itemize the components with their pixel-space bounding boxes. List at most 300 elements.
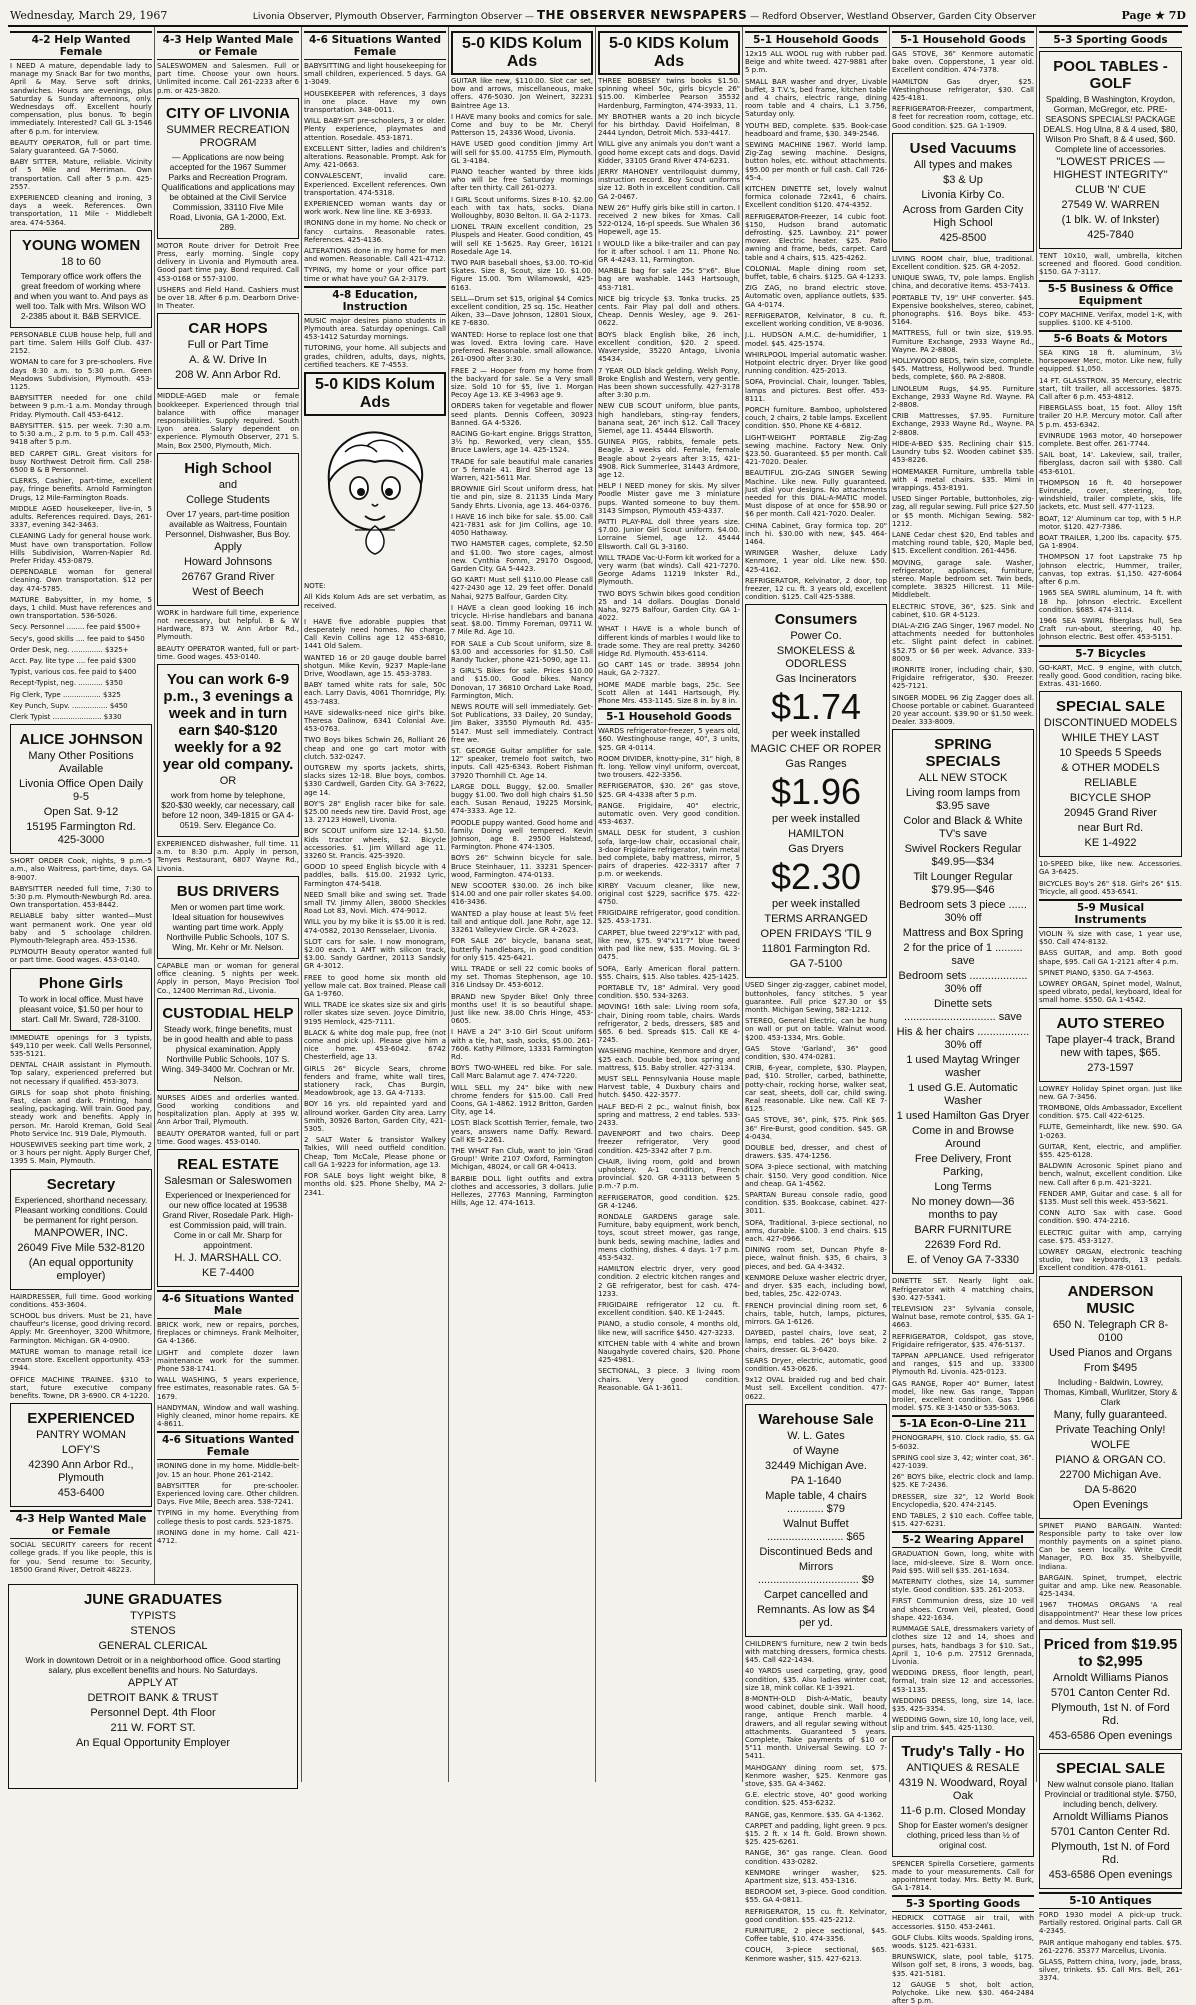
classified-ad: EXPERIENCED cleaning and ironing, 3 days a week. References. Own transportation, 11 Mile - Middlebelt area. 474-5364. bbox=[10, 194, 152, 227]
classified-ad: MUSIC major desires piano students in Plymouth area. Saturday openings. Call 453-1412 Saturday mornings. bbox=[304, 316, 446, 342]
display-ad-headline: You can work 6-9 p.m., 3 evenings a week and in turn earn $40-$120 weekly for a 92 year old company. bbox=[162, 671, 294, 774]
display-ad-line: (1 blk. W. of Inkster) bbox=[1061, 214, 1160, 226]
display-ad-headline: Consumers bbox=[774, 611, 858, 629]
classified-ad: CHILDREN'S furniture, new 2 twin beds with matching dressers, formica chests. $45. Call 422-1434. bbox=[745, 1639, 887, 1665]
display-ad-line: Long Terms bbox=[934, 1181, 992, 1194]
ad-list bbox=[892, 1860, 1034, 1893]
display-ad-line: Remnants. As low as $4 per yd. bbox=[756, 1603, 875, 1629]
section-header: 5-1 Household Goods bbox=[745, 31, 887, 48]
display-ad-line: SMOKELESS & ODORLESS bbox=[776, 645, 856, 671]
display-ad-headline: SPRING SPECIALS bbox=[925, 736, 1001, 771]
display-ad-line: LOFY'S bbox=[61, 1444, 101, 1457]
classified-ad: I WOULD like a bike-trailer and can pay for it after school. I am 11. Phone No. GR 4-4243. 11, Farmington. bbox=[598, 239, 740, 265]
classified-ad: MOVING! 16th sale: Living room sofa, chair, Dining room table, chairs. Wards refrigerator, 2 beds, dressers, $85 and $65. 6 bed. Spreads $15. Call KE 4-7245. bbox=[598, 1003, 740, 1045]
display-ad-line: 42390 Ann Arbor Rd., Plymouth bbox=[28, 1459, 134, 1485]
column-2 bbox=[155, 27, 302, 1782]
display-ad-line: per week installed bbox=[771, 728, 861, 741]
classified-ad: CONN ALTO Sax with case. Good condition. $90. 474-2216. bbox=[1039, 1209, 1182, 1226]
classified-ad: 26" BOYS bike, electric clock and lamp. $25. KE 7-2436. bbox=[892, 1473, 1034, 1490]
classified-ad: MATERNITY clothes, size 14, summer style. Good condition. $35. 261-2053. bbox=[892, 1578, 1034, 1595]
display-ad-reliable-bicycle bbox=[1039, 691, 1182, 857]
display-ad-line: No money down—36 months to pay bbox=[911, 1196, 1015, 1222]
section-header: 4-6 Situations Wanted Female bbox=[157, 1431, 299, 1460]
display-ad-alice-johnson bbox=[10, 724, 152, 854]
classified-ad: REFRIGERATOR, Kelvinator, 2 door, top freezer, 12 cu. ft. 3 years old, excellent condition. $125. Call 425-5388. bbox=[745, 576, 887, 602]
classified-ad: DAVENPORT and two chairs. Deep freezer refrigerator, Very good condition. 425-3342 after 7 p.m. bbox=[598, 1130, 740, 1155]
display-ad-evening-work bbox=[157, 664, 299, 837]
classified-ad: SPINET PIANO BARGAIN. Wanted: Responsible party to take over low monthly payments on a spinet piano. Can be seen locally. Write Credit Manager, P.O. Box 35. Shelbyville, Indiana. bbox=[1039, 1521, 1182, 1571]
display-ad-line: Howard Johnsons bbox=[183, 555, 273, 568]
display-ad-line: Used Pianos and Organs bbox=[1049, 1346, 1172, 1359]
display-ad-bus-drivers bbox=[157, 876, 299, 959]
classified-ad: PAIR antique mahogany end tables. $75. 261-2276. 35377 Marcellus, Livonia. bbox=[1039, 1938, 1182, 1955]
classified-ad: SEA KING 18 ft. aluminum, 3½ horsepower Merc, motor. Like new, fully equipped. $1,050. bbox=[1039, 349, 1182, 374]
display-ad-line: Shop for Easter women's designer clothing, priced less than ½ of original cost. bbox=[898, 1819, 1028, 1850]
classified-ad: JERRY MAHONEY ventriloquist dummy, instruction record. Boy Scout uniforms size 12. Both in excellent condition. Call GA 2-0467. bbox=[598, 168, 740, 201]
display-ad-line: $1.96 bbox=[770, 771, 862, 813]
classified-ad: BABYSITTER for pre-schooler. Experienced loving care. Other children. Days. Five Mile, Beech area. 538-7241. bbox=[157, 1481, 299, 1507]
classified-ad: Secy's, good skills .... fee paid to $450 bbox=[10, 634, 145, 643]
classified-ad: CARPET, blue tweed 22'9"x12' with pad, like new, $75. 9'4"x11'7" blue tweed with pad like new, $35. Moving. GL 3-0475. bbox=[598, 928, 740, 962]
classified-ad: ELECTRIC STOVE, 36", $25. Sink and cabinet, $10. GR 4-5123. bbox=[892, 602, 1034, 619]
classified-ad: CRIB Mattresses, $7.95. Furniture Exchange, 2933 Wayne Rd., Wayne. PA 2-8808. bbox=[892, 412, 1034, 437]
classified-ad: BABYSITTER needed full time, 7:30 to 5:30 p.m. Plymouth-Newburgh Rd. area. Own transportation. 453-8442. bbox=[10, 884, 152, 910]
section-header: 4-8 Education, Instruction bbox=[304, 286, 446, 315]
classified-ad: HANDYMAN, Window and wall washing. Highly cleaned, minor home repairs. KE 4-8611. bbox=[157, 1403, 299, 1429]
classified-ad: 40 YARDS used carpeting, gray, good condition, $35. Also ladies winter coat, size 18, mink collar. KE 1-3921. bbox=[745, 1667, 887, 1692]
display-ad-line: 11-6 p.m. Closed Monday bbox=[900, 1804, 1026, 1817]
display-ad-line: Private Teaching Only! bbox=[1055, 1423, 1166, 1436]
classified-ad: SALESWOMEN and Salesmen. Full or part time. Choose your own hours. Unlimited income. Call 261-2233 after 6 p.m. or 425-3820. bbox=[157, 62, 299, 95]
job-list bbox=[10, 623, 152, 721]
display-ad-line: DETROIT BANK & TRUST bbox=[87, 1692, 219, 1704]
display-ad-line: A. & W. Drive In bbox=[189, 354, 267, 367]
display-ad-headline: Secretary bbox=[46, 1175, 116, 1193]
display-ad-line: Bedroom sets ................... 30% off bbox=[898, 970, 1028, 996]
display-ad-line: Tape player-4 track, Brand new with tapes, $65. bbox=[1045, 1033, 1175, 1059]
ad-list bbox=[451, 77, 593, 1207]
classified-ad: BLACK & white dog male pup, free (not come and pick up). Please give him a nice home. 453-6042. 6742 Chesterfield, age 13. bbox=[304, 1028, 446, 1062]
display-ad-line: 27549 W. WARREN bbox=[1061, 199, 1160, 211]
classified-ad: MY BROTHER wants a 20 inch bicycle for his birthday. David Hoifelman, 8 2444 Lyndon, Detroit Mich. 533-4417. bbox=[598, 112, 740, 138]
display-ad-line: 20945 Grand River bbox=[1064, 807, 1157, 820]
classified-ad: CLEANING Lady for general house work. Must have own transportation. Follow Hills Subdivision, Warren-Napier Rd. Prefer Friday. 453-0879. bbox=[10, 532, 152, 565]
section-header: 5-5 Business & Office Equipment bbox=[1039, 280, 1182, 309]
column-5 bbox=[596, 27, 743, 1782]
ad-list bbox=[892, 1550, 1034, 1732]
classified-ad: MATTRESS, full or twin size, $19.95. Furniture Exchange, 2933 Wayne Rd., Wayne. PA 2-8808. bbox=[892, 329, 1034, 354]
classified-ad: SINGER MODEL 96 Zig Zagger does all. Choose portable or cabinet. Guaranteed 20 year account. $39.90 or $1.50 week. Dealer. 333-8009. bbox=[892, 693, 1034, 727]
classified-ad: SHORT ORDER Cook, nights, 9 p.m.-5 a.m., also Waitress, part-time, days. GA 8-9007. bbox=[10, 857, 152, 882]
classified-ad: BEDROOM set, 3-piece. Good condition. $55. GA 4-0811. bbox=[745, 1888, 887, 1905]
display-ad-line: Carpet cancelled and bbox=[764, 1588, 868, 1601]
section-header: 5-10 Antiques bbox=[1039, 1892, 1182, 1909]
display-ad-line: Mirrors ................................. $9 bbox=[757, 1560, 875, 1586]
display-ad-line: TYPISTS bbox=[130, 1610, 176, 1622]
display-ad-line: 26049 Five Mile 532-8120 bbox=[17, 1241, 145, 1254]
classified-ad: ST. GEORGE Guitar amplifier for sale. 12" speaker, tremelo foot switch, two inputs. Call 425-6343. Robert Fishman 37920 Thornhill Ct. Age 14. bbox=[451, 747, 593, 780]
ad-list bbox=[157, 609, 299, 661]
display-ad-club-n-cue bbox=[1039, 51, 1182, 249]
ad-list bbox=[157, 392, 299, 449]
ad-list bbox=[10, 1034, 152, 1166]
display-ad-arnoldt-williams bbox=[1039, 1629, 1182, 1750]
display-ad-line: Including - Baldwin, Lowrey, Thomas, Kimball, Wurlitzer, Story & Clark bbox=[1043, 1376, 1178, 1407]
display-ad-headline: YOUNG WOMEN bbox=[21, 236, 141, 254]
newspaper-page bbox=[8, 6, 1188, 2005]
display-ad-headline: CAR HOPS bbox=[188, 320, 268, 338]
classified-ad: COUCH, 3-piece sectional, $65. Kenmore washer, $15. 427-6213. bbox=[745, 1946, 887, 1963]
classified-ad: SECTIONAL, 3 piece. 3 living room chairs. Very good condition. Reasonable. GA 1-3611. bbox=[598, 1367, 740, 1392]
display-ad-line: Steady work, fringe benefits, must be in good health and able to pass physical examination. Apply Northville Public Schools, 107 S. Wing. 349-3400 Mr. Cochran or Mr. Nelson. bbox=[161, 1023, 295, 1084]
display-ad-line: Plymouth, 1st N. of Ford Rd. bbox=[1051, 1702, 1170, 1728]
classified-ad: WANTED 16 or 20 gauge double barrel shotgun. Mike Kevin, 9237 Maple-lane Drive, Woodlawn, age 15. 453-3783. bbox=[304, 653, 446, 678]
display-ad-headline: POOL TABLES - GOLF bbox=[1053, 58, 1168, 92]
classified-ad: HAIRDRESSER, full time. Good working conditions. 453-3604. bbox=[10, 1292, 152, 1309]
ad-list bbox=[304, 618, 446, 1197]
classified-ad: REFRIGERATOR-Freezer, 14 cubic foot. $150, Hudson brand automatic defrosting. $25. Lawnboy. 21" power mower. Electric heater. $25. Patio awning and frame, beds, carpet. Card table and 4 chairs, $15. 425-4262. bbox=[745, 212, 887, 262]
display-ad-line: work from home by telephone, $20-$30 weekly, car necessary, call before 12 noon, 349-1815 or GA 4-0519. Serv. Elegance Co. bbox=[161, 790, 295, 831]
display-ad-line: 4319 N. Woodward, Royal Oak bbox=[898, 1776, 1028, 1802]
display-ad-line: PANTRY WOMAN bbox=[36, 1429, 126, 1442]
classified-ad: HELP I NEED money for skis. My silver Poodle Mister gave me 3 miniature pups. Wanted someone to buy them. 3143 Simpson, Plymouth 453-4337. bbox=[598, 482, 740, 515]
display-ad-line: Mattress and Box Spring bbox=[902, 927, 1024, 940]
display-ad-line: Experienced, shorthand necessary. Pleasant working conditions. Could be permanent for right person. bbox=[14, 1194, 148, 1225]
classified-ad: SPENCER Spirella Corsetiere, garments made to your measurements. Call for appointment today. Mrs. Betty M. Burk, GA 1-7814. bbox=[892, 1859, 1034, 1893]
classified-ad: RANGE, gas, Kenmore. $35. GA 4-1362. bbox=[745, 1810, 884, 1819]
classified-ad: I GIRL Scout uniforms. Sizes 8-10. $2.00 each with tax hats, socks. Diana Wolloughby, 8030 Belton. II. GA 2-1173. bbox=[451, 195, 593, 221]
display-ad-car-hops bbox=[157, 313, 299, 389]
display-ad-line: KE 7-4400 bbox=[202, 1266, 254, 1279]
classified-ad: MARBLE bag for sale 25c 5"x6". Blue bag are washable. 1443 Hartsough, 453-7181. bbox=[598, 267, 740, 292]
column-3 bbox=[302, 27, 449, 1782]
display-ad-line: & OTHER MODELS bbox=[1061, 762, 1160, 775]
classified-ad: BARBIE DOLL light outfits and extra clothes and accessories, 3 dollars. Julie Hellezes, 27763 Manning, Farmington Hills, Age 12. 474-1613. bbox=[451, 1174, 593, 1208]
classified-ad: END TABLES, 2 $10 each. Coffee table, $15. 427-6231. bbox=[892, 1512, 1034, 1529]
display-ad-line: His & her chairs ................. 30% off bbox=[896, 1026, 1030, 1052]
display-ad-line: Over 17 years, part-time position available as Waitress, Fountain Personnel, Dishwasher, Bus Boy. bbox=[165, 508, 291, 539]
display-ad-line: 5701 Canton Center Rd. bbox=[1050, 1826, 1171, 1839]
display-ad-line: per week installed bbox=[771, 898, 861, 911]
display-ad-line: Spalding, B Washington, Kroydon, Gorman, McGregor, etc. PRE-SEASONS SPECIALS! PACKAGE DEALS. Hog Ulna, 8 & 4 used, $80, Wilson Pro Shaft, 8 & 4 used, $60. Complete line of accessories. bbox=[1043, 94, 1178, 154]
section-header: 4-6 Situations Wanted Female bbox=[304, 31, 446, 60]
classified-ad: HOUSEWIVES seeking part time work, 2 or 3 hours per night. Apply Burger Chef, 1395 S. Main, Plymouth. bbox=[10, 1141, 152, 1166]
classified-ad: I HAVE a clean good looking 16 inch tricycle. Hi-rise handlebars and banana seat. $8.00. Timmy Foreman, 09711 W. 7 Mile Rd. Age 10. bbox=[451, 603, 593, 637]
classified-ad: MIDDLE AGED housekeeper, live-in, 5 adults. References required. Days, 261-3337, evening 342-3463. bbox=[10, 504, 152, 530]
classified-ad: PIANO teacher wanted by three kids who will be free Saturday mornings after ten thirty. Call 261-0273. bbox=[451, 168, 593, 193]
classified-ad: HEDRICK COTTAGE air trail, with accessories. $150. 453-2461. bbox=[892, 1914, 1034, 1931]
display-ad-line: 1 used Maytag Wringer washer bbox=[906, 1054, 1020, 1080]
ad-list bbox=[598, 727, 740, 1392]
classified-ad: BRAND new Spyder Bike! Only three months use! It is so beautiful shape. Just like new. 38.00 Chris Hinge, 453-0605. bbox=[451, 992, 593, 1026]
section-header: 5-3 Sporting Goods bbox=[892, 1895, 1034, 1912]
section-header: 4-2 Help Wanted Female bbox=[10, 31, 152, 60]
classified-ad: CLERKS, Cashier, part-time, excellent pay, fringe benefits. Arnold Farmington Drugs, 12 Mile-Farmington Roads. bbox=[10, 477, 152, 502]
classified-ad: I HAVE 16 inch bike for sale. $5.00. Call 421-7831 ask for Jim Collins, age 10. 4050 Hathaway. bbox=[451, 512, 593, 538]
ad-list bbox=[745, 50, 887, 601]
classified-ad: MAHOGANY dining room set, $75. Kenmore washer, $25. Kenmore gas stove, $35. GA 4-3462. bbox=[745, 1763, 887, 1788]
display-ad-line: Gas Incinerators bbox=[775, 673, 857, 686]
display-ad-line: $1.74 bbox=[770, 686, 862, 728]
display-ad-line: 1 used Hamilton Gas Dryer bbox=[896, 1110, 1030, 1123]
classified-ad: GLASS, Pattern china, Ivory, jade, brass, silver, trinkets. $5. Call Mrs. Bell, 261-3374. bbox=[1039, 1958, 1182, 1983]
classified-ad: SAIL boat, 14'. Lakeview, sail, trailer, fiberglass, dacron sail with $380. Call 453-6101. bbox=[1039, 451, 1182, 476]
display-ad-used-vacuums bbox=[892, 133, 1034, 252]
classified-ad: J.L. HUDSON A.M.C. de-humidifier, 1 model. $45. 425-1574. bbox=[745, 331, 887, 348]
classified-ad: SEWING MACHINE 1967. World lamp. Zig-Zag sewing machine. Designs, button holes, etc. without attachments. $95.00 per month or full cash. Call 726-45-4. bbox=[745, 141, 887, 182]
kids-kolum-banner: 5-0 KIDS Kolum Ads bbox=[304, 372, 446, 416]
display-ad-line: E. of Venoy GA 7-3330 bbox=[907, 1254, 1019, 1267]
display-ad-line: Livonia Office Open Daily 9-5 bbox=[19, 778, 143, 804]
classified-ad: MUST SELL Pennsylvania House maple Harvest table, 4 Duxbury chairs and hutch. $450. 422-3577. bbox=[598, 1074, 740, 1100]
classified-ad: PATTI PLAY-PAL doll three years size. $7.00. Junior Girl Scout uniform. $4.00. Lorraine Siemel, age 12. 45444 Ellsworth. Call GL 3-3160. bbox=[598, 517, 740, 551]
classified-ad: BRUNSWICK, slate, pool table, $175. Wilson golf set, 8 irons, 3 woods, bag. $35. 421-5181. bbox=[892, 1953, 1034, 1978]
classified-ad: DINETTE SET. Nearly light oak. Refrigerator with 4 matching chairs, $30. 427-5341. bbox=[892, 1277, 1034, 1302]
classified-ad: 1967 THOMAS ORGANS 'A real disappointment?' Hear these low prices and demos. Must sell. bbox=[1039, 1601, 1182, 1626]
classified-ad: KITCHEN DINETTE set, lovely walnut formica colonade 72x41, 6 chairs. Excellent condition $120. 474-4352. bbox=[745, 185, 887, 210]
display-ad-line: 18 to 60 bbox=[61, 255, 101, 268]
classified-ad: LOWREY Holiday Spinet organ. Just like new. GA 7-3456. bbox=[1039, 1084, 1182, 1101]
classified-ad: BARGAIN. Spinet, trumpet, electric guitar and amp. Like new. Reasonable. 425-1434. bbox=[1039, 1573, 1182, 1599]
display-ad-headline: SPECIAL SALE bbox=[1056, 698, 1165, 716]
ad-list bbox=[10, 1376, 152, 1401]
display-ad-line: 32449 Michigan Ave. bbox=[765, 1459, 867, 1472]
ad-list bbox=[10, 1293, 152, 1373]
classified-ad: REFRIGERATOR, Kelvinator, 8 cu. ft. excellent working condition, VE 8-9036. bbox=[745, 311, 887, 329]
classified-ad: BABYSITTER. $15. per week. 7:30 a.m. to 5:30 a.m., 2 p.m. to 5 p.m. Call 453-9418 after 5 p.m. bbox=[10, 421, 152, 447]
classified-ad: MIDDLE-AGED male or female bookkeeper. Experienced through trial balance with office manager responsibilities. Supply required. South Lyon area. Salary dependent on experience. Plymouth Observer, 271 S. Main, Box 2500, Plymouth, Mich. bbox=[157, 392, 299, 450]
display-ad-line: DISCONTINUED MODELS bbox=[1043, 717, 1178, 730]
ad-list bbox=[1039, 930, 1182, 1005]
display-ad-line: "LOWEST PRICES — HIGHEST INTEGRITY" bbox=[1053, 156, 1168, 181]
classified-ad: PIANO, a studio console, 4 months old, like new, will sacrifice $450. 427-3233. bbox=[598, 1320, 740, 1337]
display-ad-real-estate bbox=[157, 1149, 299, 1287]
ad-list bbox=[598, 77, 740, 705]
display-ad-trudys bbox=[892, 1736, 1034, 1857]
section-header: 5-1 Household Goods bbox=[598, 708, 740, 725]
classified-ad: HOUSEKEEPER with references, 3 days in one place. Have my own transportation. 348-0011. bbox=[304, 89, 446, 115]
classified-ad: FURNITURE, 2 piece sectional, $45. Coffee table, $10. 474-3356. bbox=[745, 1927, 887, 1944]
classified-ad: STEREO, General Electric, can be hung on wall or put on table. Walnut wood. $200. 453-1334, Mrs. Goble. bbox=[745, 1017, 887, 1042]
display-ad-pantry-woman bbox=[10, 1403, 152, 1507]
display-ad-line: KE 1-4922 bbox=[1084, 837, 1137, 850]
display-ad-line: of Wayne bbox=[792, 1444, 840, 1457]
classified-ad: HIDE-A-BED $35. Reclining chair $15. Laundry tubs $2. Wooden cabinet $35. 453-8226. bbox=[892, 439, 1034, 465]
display-ad-headline: ANDERSON MUSIC bbox=[1067, 1282, 1154, 1317]
classified-ad: Typist, various cos. fee paid to $400 bbox=[10, 668, 137, 677]
classified-ad: RUMMAGE SALE, dressmakers variety of clothes size 12 and 14, shoes and purses, hats, handbags 3 for $10. Sat., April 1, 10-6 p.m. 27512 Grennada, Livonia. bbox=[892, 1625, 1034, 1666]
classified-ad: THE WHAT Fan Club, want to join 'Grad Group!' Write 2107 Oxford, Farmington Michigan, 48024, or call GR 4-0413. bbox=[451, 1146, 593, 1172]
classified-ad: SLOT cars for sale. I now monogram, $2.00 each. 1 AMT with silicon track, $3.00. Sandy Gardner, 20113 Sandsly GR 4-3012. bbox=[304, 937, 446, 971]
display-ad-headline: JUNE GRADUATES bbox=[83, 1591, 223, 1608]
classified-ad: DINING room set, Duncan Phyfe 8-piece, walnut finish. $35, 6 chairs, 3 pieces, and bed. GA 4-3432. bbox=[745, 1246, 887, 1271]
classified-ad: LIONEL TRAIN excellent condition, 25 Pluspels and Heater. Good condition, 45 will sell KE 1-5625. Ray Greer, 16121 Rosedale Age 14. bbox=[451, 223, 593, 256]
classified-ad: WOMAN to care for 3 pre-schoolers. Five days 8:30 a.m. to 5:30 p.m. Green Meadows Subdivision, Plymouth. 453-1125. bbox=[10, 358, 152, 392]
classified-ad: HAVE USED good condition Jimmy Art will sell for $5.00. 41755 Elm, Plymouth. GL 3-4184. bbox=[451, 140, 593, 165]
classified-ad: TWO BOYS Schwin bikes good condition 25 and 14 dollars. Douglas Donald Naha, 9275 Balfour, Garden City. GA 1-4022. bbox=[598, 589, 740, 623]
classified-ad: BOY'S 28" English racer bike for sale. $25.00 needs new tire. David Frost, age 13. 27123 Howell, Livonia. bbox=[304, 799, 446, 825]
classified-ad: BEAUTY OPERATOR wanted, full or part-time. Good wages. 453-0140. bbox=[157, 644, 299, 661]
classified-ad: I HAVE many books and comics for sale. Come and buy to be Mr. Cheryl Patterson 15, 24336 Wood, Livonia. bbox=[451, 112, 593, 138]
classified-ad: FENDER AMP, Guitar and case. $ all for $135. Must sell this week. 453-5621. bbox=[1039, 1189, 1182, 1206]
display-ad-line: Apply bbox=[214, 540, 242, 553]
section-header: 5-6 Boats & Motors bbox=[1039, 330, 1182, 347]
display-ad-line: Power Co. bbox=[790, 630, 842, 643]
display-ad-line: 650 N. Telegraph CR 8-0100 bbox=[1052, 1318, 1169, 1344]
classified-ad: COLONIAL Maple dining room set, buffet, table, 6 chairs. $125. GA 4-1233. bbox=[745, 264, 887, 282]
section-header: 5-1A Econ-O-Line 211 bbox=[892, 1415, 1034, 1432]
classified-ad: GUINEA PIGS, rabbits, female pets. Beagle. 3 weeks old. Female, female Beagle about 2-years after 3:15, 421-4908. Rick Summerlee, 31443 Ardmore, age 12. bbox=[598, 438, 740, 479]
classified-ad: USHERS and Field Hand. Cashiers must be over 18. After 6 p.m. Dearborn Drive-In Theater. bbox=[157, 285, 300, 311]
classified-ad: RACING Go-kart engine. Briggs Stratton, 3½ hp. Reworked, very clean, $55. Bruce Lawlers, age 14. 425-1524. bbox=[451, 429, 593, 455]
ad-list bbox=[10, 331, 152, 621]
classified-ad: TYPING in my home. Everything from college thesis to post cards. 523-1875. bbox=[157, 1509, 299, 1526]
display-ad-line: HAMILTON bbox=[788, 828, 844, 841]
classified-ad: GUITAR like new, $110.00. Slot car set, bow and arrows, miscellaneous, make offers. 476-5030. Jon Weinert, 32231 Baintree Age 13. bbox=[451, 77, 593, 110]
classified-ad: EXPERIENCED woman wants day or work work. New line line. KE 3-6933. bbox=[304, 200, 446, 217]
classified-ad: GAS Stove 'Garland', 36" good condition, $30. 474-0281. bbox=[745, 1044, 887, 1062]
display-ad-line: Livonia Kirby Co. bbox=[921, 188, 1005, 201]
classified-ad: HAMILTON electric dryer, very good condition. 2 electric kitchen ranges and 2 GE refrigerator, best for cash. 474-1233. bbox=[598, 1265, 740, 1298]
classified-ad: WEDDING DRESS, floor length, pearl, formal, train size 12 and accessories. 453-1135. bbox=[892, 1669, 1034, 1694]
classified-ad: WILL TRADE Vac-U-Form kit worked for a very warm (bat winds). Call 421-7270. George Adams 11219 Inkster Rd., Plymouth. bbox=[598, 553, 740, 587]
ad-list bbox=[157, 1094, 299, 1146]
classified-columns bbox=[8, 27, 1188, 2005]
ad-list bbox=[1039, 1911, 1182, 1983]
display-ad-line: OR bbox=[219, 775, 237, 788]
classified-ad: MOTOR Route driver for Detroit Free Press, early morning. Single copy delivery in Livonia and Plymouth area. Good part time pay. Bond required. Call 453-0168 or 557-3100. bbox=[157, 241, 299, 283]
display-ad-line: Walnut Buffet ......................... $65 bbox=[767, 1517, 865, 1543]
ad-list bbox=[304, 317, 446, 369]
classified-ad: Acct. Pay. lite type .... fee paid $300 bbox=[10, 656, 136, 665]
display-ad-line: Maple table, 4 chairs ............ $79 bbox=[765, 1489, 867, 1515]
classified-ad: LANE Cedar chest $20, End tables and matching round table, $20, Maple bed, $15. Excellent condition. 261-4456. bbox=[892, 530, 1034, 556]
display-ad-line: 26767 Grand River bbox=[181, 570, 275, 583]
display-ad-headline: Priced from $19.95 to $2,995 bbox=[1043, 1636, 1178, 1671]
classified-ad: LOWREY ORGAN, Spinet model, Walnut, speed vibrato, pedal, keyboard, Ideal for small home. $550. GA 1-4542. bbox=[1039, 979, 1182, 1005]
display-ad-line: Plymouth, 1st N. of Ford Rd. bbox=[1051, 1841, 1170, 1867]
classified-ad: BOY 16 yrs. old repainted yard and allround worker. Garden City area. Larry Smith, 30926 Barton, Garden City, 421-5305. bbox=[304, 1100, 446, 1134]
display-ad-line: $3 & Up bbox=[943, 173, 983, 186]
classified-ad: SOCIAL SECURITY careers for recent college grads. If you like people, this is for you. Send resume to: Security, 18500 Grand River, Detroit 48223. bbox=[10, 1541, 152, 1574]
display-ad-line: 453-6586 Open evenings bbox=[1048, 1869, 1173, 1882]
display-ad-headline: EXPERIENCED bbox=[27, 1410, 135, 1428]
classified-ad: FIBERGLASS boat, 15 foot. Alloy 15ft trailer 20 H.P. Mercury motor. Call after 5 p.m. 453-6342. bbox=[1039, 404, 1182, 429]
display-ad-line: near Burt Rd. bbox=[1077, 822, 1144, 835]
display-ad-line: Full or Part Time bbox=[187, 339, 269, 352]
display-ad-line: ALL NEW STOCK bbox=[918, 772, 1008, 785]
classified-ad: EVINRUDE 1963 motor, 40 horsepower complete. Best offer. 261-7744. bbox=[1039, 431, 1182, 449]
classified-ad: GAS STOVE, 36" Kenmore automatic bake oven. Copperstone, 1 year old. Excellent condition. 474-7378. bbox=[892, 50, 1034, 75]
classified-ad: DENTAL CHAIR assistant in Plymouth. Top salary, experienced preferred but not necessary if qualified. 453-3073. bbox=[10, 1061, 152, 1086]
classified-ad: BOY SCOUT uniform size 12-14. $1.50. Kids tractor wheels, $2. Bicycle accessories. $1. Jim Willard age 11. 33260 St. Francis. 425-3920. bbox=[304, 827, 446, 860]
classified-ad: OUTGREW my sports jackets, shirts, slacks sizes 12-18. Blue boys, combos. $330 Cardwell, Garden City. GA 3-7622, age 14. bbox=[304, 763, 446, 797]
classified-ad: WILL TRADE ice skates size six and girls roller skates size seven. Joyce Dimitrio, 9195 Hemlock, 425-7111. bbox=[304, 1001, 446, 1026]
section-header: 5-1 Household Goods bbox=[892, 31, 1034, 48]
classified-ad: ROOM DIVIDER, knotty-pine, 31" high, 8 ft. long. Yellow vinyl uniform, overcoat, two trousers. 422-3356. bbox=[598, 754, 740, 780]
display-ad-line: PA 1-1640 bbox=[790, 1474, 842, 1487]
classified-ad: 1966 SEA SWIRL fiberglass hull, Sea Craft run-about, steering, 40 hp. Johnson electric. Best offer. 453-5151. bbox=[1039, 616, 1182, 642]
classified-ad: I HAVE five adorable puppies that desperately need homes. No charge. Call Kevin Collins age 12 453-6810, 1441 Old Salem. bbox=[304, 617, 446, 651]
classified-ad: HOMEMAKER Furniture, umbrella table with 4 metal chairs. $35. Mimi in wrappings. 453-8191. bbox=[892, 467, 1034, 492]
classified-ad: IRONING done in my home. Middle-belt-Jov. 15 an hour. Phone 261-2142. bbox=[157, 1462, 299, 1479]
display-ad-line: 2 for the price of 1 ......... save bbox=[903, 942, 1023, 968]
classified-ad: I HAVE a 24" 3-10 Girl Scout uniform with a tie, hat, sash, socks, $5.00. 261-7606. Kathy Pillmore, 13331 Farmington Rd. bbox=[451, 1028, 593, 1061]
ad-list bbox=[1039, 664, 1182, 689]
ad-list bbox=[1039, 1522, 1182, 1626]
classified-ad: DIAL-A-ZIG ZAG Singer, 1967 model. No attachments needed for buttonholes etc. Slight paint defect in cabinet. $52.75 or $6 per week. Advance. 333-8009. bbox=[892, 621, 1034, 663]
classified-ad: LOWREY ORGAN, electronic teaching studio, two keyboards, 13 pedals. Excellent condition. 478-0161. bbox=[1039, 1248, 1182, 1273]
classified-ad: BED CARPET GIRL. Great visitors for busy Northwest Detroit firm. Call 258-6500 B & B Personnel. bbox=[10, 449, 152, 474]
display-ad-line: Many, fully guaranteed. bbox=[1053, 1408, 1168, 1421]
classified-ad: HALF BED-Fi 2 pc., walnut finish, box spring and mattress, 2 end tables. 533-2433. bbox=[598, 1102, 740, 1127]
kids-kolum-banner: 5-0 KIDS Kolum Ads bbox=[451, 31, 593, 75]
display-ad-line: APPLY AT bbox=[127, 1677, 179, 1689]
cartoon-girl-illustration bbox=[304, 422, 446, 576]
display-ad-line: Color and Black & White TV's save bbox=[903, 815, 1023, 841]
display-ad-line: CLUB 'N' CUE bbox=[1075, 184, 1146, 196]
classified-ad: GAS RANGE, Roper 40" Burner, latest model, like new. Gas range, Tappan broiler, excellent condition. Gas 1966 model. $75. KE 3-1450 or 535-5063. bbox=[892, 1379, 1034, 1413]
classified-ad: BOYS TWO-WHEEL red bike. For sale. Call Marc Balamut age 7. 474-7220. bbox=[451, 1064, 593, 1081]
display-ad-line: STENOS bbox=[130, 1625, 176, 1637]
ad-list bbox=[892, 50, 1034, 130]
ad-list bbox=[304, 62, 446, 283]
display-ad-city-of-livonia bbox=[157, 98, 299, 239]
display-ad-line: Arnoldt Williams Pianos bbox=[1052, 1672, 1169, 1685]
classified-ad: REFRIGERATOR, $30. 26" gas stove, $25. GR 4-4338 after 5 p.m. bbox=[598, 782, 740, 799]
display-ad-young-women bbox=[10, 230, 152, 328]
classified-ad: CAPABLE man or woman for general office cleaning. 5 nights per week. Apply in person, Mayo Precision Tool Co., 12400 Merriman Rd., Livonia. bbox=[157, 961, 299, 995]
classified-ad: SPRING cool size 3, 42; winter coat, 36". 427-1039. bbox=[892, 1453, 1034, 1471]
ad-list bbox=[1039, 860, 1182, 896]
classified-ad: SELL—Drum set $15, original $4 Comics excellent condition, 25 sq. 15c. Heather Aiken, 33—Dave Johnson, 12801 Sioux, KE 7-6830. bbox=[451, 294, 593, 328]
classified-ad: NEW 26" Huffy girls bike still in carton. I received 2 new bikes for Xmas. Call 522-0124, 16-pl speeds. Sue Whalen 36 Hopewell, age 15. bbox=[598, 203, 740, 237]
classified-ad: GO KART! Must sell $110.00 Please call 427-2430 age 12. 29 feet offer. Donald Nahai, 9275 Balfour, Garden City. bbox=[451, 576, 593, 601]
classified-ad: LIVING ROOM chair, blue, traditional. Excellent condition. $25. GR 4-2052. bbox=[892, 254, 1034, 272]
display-ad-line: New walnut console piano. Italian Provincial or traditional style. $750, including bench, delivery. bbox=[1044, 1779, 1177, 1810]
classified-ad: RONDALE GARDENS garage sale. Furniture, baby equipment, work bench, toys, scout street mower, gas range, bunk beds, sewing machine, ladies and mens clothing, dishes. 4 days. 1-7 p.m. 453-5432. bbox=[598, 1212, 740, 1262]
classified-ad: NURSES AIDES and orderlies wanted. Good working conditions and hospitalization plan. Apply at 395 W. Ann Arbor Trail, Plymouth. bbox=[157, 1093, 299, 1127]
column-4 bbox=[449, 27, 596, 1782]
classified-ad: BOAT, 12' Aluminum car top, with 5 H.P. motor. $120. 427-7386. bbox=[1039, 514, 1182, 531]
display-ad-line: 208 W. Ann Arbor Rd. bbox=[175, 369, 281, 382]
display-ad-line: Come in and Browse Around bbox=[911, 1125, 1015, 1151]
ad-list bbox=[157, 840, 299, 873]
ad-list bbox=[10, 857, 152, 964]
classified-ad: KENMORE wringer washer, $25. Apartment size, $13. 453-1316. bbox=[745, 1868, 887, 1886]
classified-ad: FOR SALE a Cub Scout uniform, size 8. $3.00 and accessories for $1.50. Call Randy Tucker, phone 421-5090, age 11. bbox=[451, 639, 593, 664]
classified-ad: 10-SPEED bike, like new. Accessories. GA 3-6425. bbox=[1039, 860, 1182, 877]
classified-ad: WILL give any animals you don't want a good home except cats and dogs. David Kidder, 33105 Grand River 474-6231. bbox=[598, 140, 740, 165]
display-ad-line: and bbox=[218, 478, 238, 491]
display-ad-line: From $495 bbox=[1083, 1361, 1138, 1374]
classified-ad: IRONING done in my home. No check or fancy curtains. Reasonable rates. References. 425-4136. bbox=[304, 219, 446, 244]
classified-ad: NEWS ROUTE will sell immediately. Get-Sot Publications, 33 Dailey, 20 Sunday, Jim Baker, 33550 Plymouth Rd. 435-5147. Must sell immediately. Contract free we. bbox=[451, 703, 593, 744]
classified-ad: TWO PAIR baseball shoes, $3.00. TO-Kid Skates. Size 8, Scout, size 10. $1.00. Figure 15.00. Tom Wilamowski, 425-6163. bbox=[451, 259, 593, 292]
display-ad-custodial-help bbox=[157, 998, 299, 1091]
classified-ad: WHIRLPOOL Imperial automatic washer. Hotpoint electric dryer. Dryer like good running condition. 425-2013. bbox=[745, 350, 887, 376]
classified-ad: SOFA, Traditional. 3-piece sectional, no arms, durable. $100. 3 end chairs. $15 each. 427-0966. bbox=[745, 1218, 887, 1244]
display-ad-line: Gas Dryers bbox=[788, 843, 844, 856]
masthead-papers: Livonia Observer, Plymouth Observer, Farmington Observer — THE OBSERVER NEWSPAPERS — Redford Observer, Westland Observer, Garden City Observer bbox=[252, 8, 1036, 22]
classified-ad: NICE big tricycle $3. Tonka trucks. 25 cents. Fair Play pal doll and others. Cheap. Dennis Wesley, age 9. 261-0622. bbox=[598, 294, 740, 328]
classified-ad: TWO HAMSTER cages, complete, $2.50 and $1.00. Two store cages, almost new. Cynthia Fomm, 29170 Osgood, Garden City. GA 5-4423. bbox=[451, 540, 593, 573]
classified-ad: GUITAR, Kent, electric, and amplifier. $55. 425-6128. bbox=[1039, 1142, 1182, 1159]
classified-ad: DRESSER, size 32", 12 World Book Encyclopedia, $20. 474-2145. bbox=[892, 1492, 1034, 1509]
display-ad-headline: AUTO STEREO bbox=[1056, 1014, 1165, 1032]
display-ad-line: $2.30 bbox=[770, 856, 862, 898]
display-ad-line: 15195 Farmington Rd. 425-3000 bbox=[26, 821, 136, 847]
